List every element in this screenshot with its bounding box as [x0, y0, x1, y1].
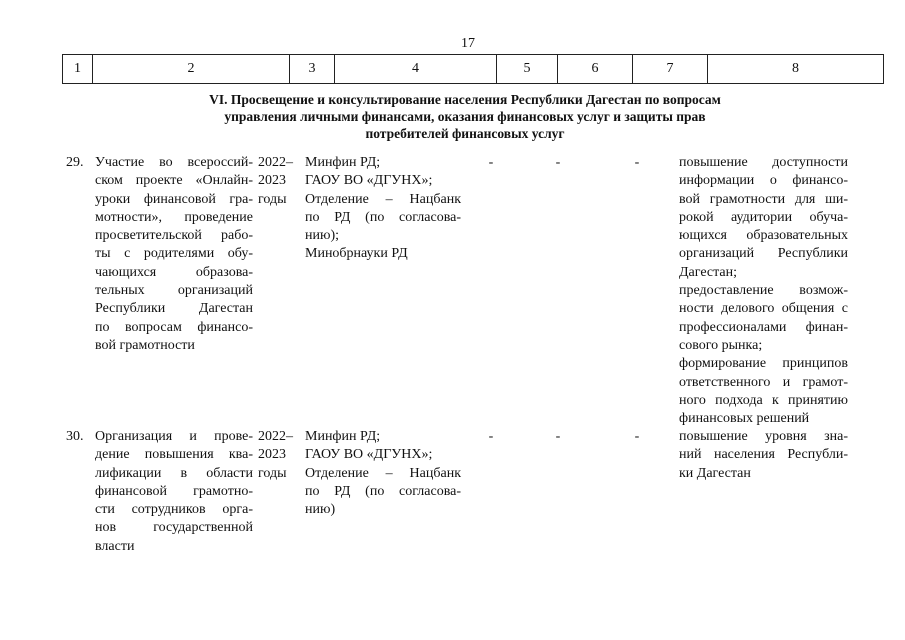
text-line: ты с родителями обу- — [95, 246, 253, 262]
column-7-value: - — [634, 429, 640, 444]
text-line: Отделение – Нацбанк — [305, 465, 461, 481]
text-line: по вопросам финансо- — [95, 319, 253, 335]
text-line: нов государственной — [95, 520, 253, 536]
text-line: Отделение – Нацбанк — [305, 191, 461, 207]
text-line: власти — [95, 538, 135, 554]
text-line: дение повышения ква- — [95, 447, 253, 463]
section-title-line: потребителей финансовых услуг — [365, 126, 565, 141]
expected-result — [679, 428, 848, 483]
text-line: ющихся образовательных — [679, 228, 848, 244]
period — [258, 154, 300, 209]
text-line: рокой аудитории обуча- — [679, 209, 848, 225]
text-line: профессионалами финан- — [679, 319, 848, 335]
column-number: 2 — [93, 55, 290, 84]
column-number-header — [62, 54, 884, 84]
text-line: лификации в области — [95, 465, 253, 481]
text-line: ском проекте «Онлайн- — [95, 173, 253, 189]
column-number: 4 — [335, 55, 497, 84]
text-line: сового рынка; — [679, 337, 763, 353]
column-number: 1 — [63, 55, 93, 84]
executors — [305, 154, 461, 264]
text-line: тельных организаций — [95, 283, 253, 299]
text-line: нию) — [305, 502, 336, 518]
text-line: вой грамотности — [95, 337, 195, 353]
section-title-line: управления личными финансами, оказания финансовых услуг и защиты прав — [224, 109, 706, 124]
column-6-value: - — [555, 155, 561, 170]
text-line: Минобрнауки РД — [305, 246, 408, 262]
text-line: ности делового общения с — [679, 301, 848, 317]
column-7-value: - — [634, 155, 640, 170]
text-line: уроки финансовой гра- — [95, 191, 253, 207]
text-line: просветительской рабо- — [95, 228, 253, 244]
column-number: 5 — [497, 55, 558, 84]
text-line: Минфин РД; — [305, 155, 381, 170]
column-5-value: - — [488, 429, 494, 444]
text-line: сти сотрудников орга- — [95, 502, 253, 518]
column-5-value: - — [488, 155, 494, 170]
section-title — [150, 91, 780, 142]
text-line: повышение доступности — [679, 155, 848, 170]
text-line: Минфин РД; — [305, 429, 381, 444]
text-line: Республики Дагестан — [95, 301, 253, 317]
event-description — [95, 428, 253, 556]
text-line: Организация и прове- — [95, 429, 253, 444]
text-line: предоставление возмож- — [679, 283, 848, 299]
text-line: по РД (по согласова- — [305, 209, 461, 225]
text-line: ного подхода к принятию — [679, 392, 848, 408]
expected-result — [679, 154, 848, 428]
text-line: Участие во всероссий- — [95, 155, 253, 170]
column-number: 7 — [633, 55, 708, 84]
text-line: 2022– — [258, 155, 293, 170]
row-number: 30. — [66, 429, 84, 444]
period — [258, 428, 300, 483]
text-line: 2022– — [258, 429, 293, 444]
event-description — [95, 154, 253, 355]
text-line: финансовой грамотно- — [95, 483, 253, 499]
text-line: информации о финансо- — [679, 173, 848, 189]
column-6-value: - — [555, 429, 561, 444]
text-line: мотности», проведение — [95, 209, 253, 225]
text-line: ний населения Республи- — [679, 447, 848, 463]
text-line: нию); — [305, 228, 339, 244]
text-line: ответственного и грамот- — [679, 374, 848, 390]
text-line: вой грамотности для ши- — [679, 191, 848, 207]
column-number: 3 — [290, 55, 335, 84]
text-line: годы — [258, 465, 287, 481]
text-line: финансовых решений — [679, 411, 810, 427]
text-line: организаций Республики — [679, 246, 848, 262]
text-line: 2023 — [258, 447, 286, 463]
text-line: ки Дагестан — [679, 465, 751, 481]
column-number: 8 — [708, 55, 884, 84]
text-line: годы — [258, 191, 287, 207]
text-line: ГАОУ ВО «ДГУНХ»; — [305, 173, 433, 189]
section-title-line: VI. Просвещение и консультирование населения Республики Дагестан по вопросам — [209, 92, 721, 107]
executors — [305, 428, 461, 519]
text-line: Дагестан; — [679, 264, 737, 280]
text-line: ГАОУ ВО «ДГУНХ»; — [305, 447, 433, 463]
text-line: по РД (по согласова- — [305, 483, 461, 499]
text-line: повышение уровня зна- — [679, 429, 848, 444]
column-number: 6 — [558, 55, 633, 84]
page-number: 17 — [461, 36, 475, 51]
text-line: чающихся образова- — [95, 264, 253, 280]
text-line: формирование принципов — [679, 356, 848, 372]
row-number: 29. — [66, 155, 84, 170]
text-line: 2023 — [258, 173, 286, 189]
